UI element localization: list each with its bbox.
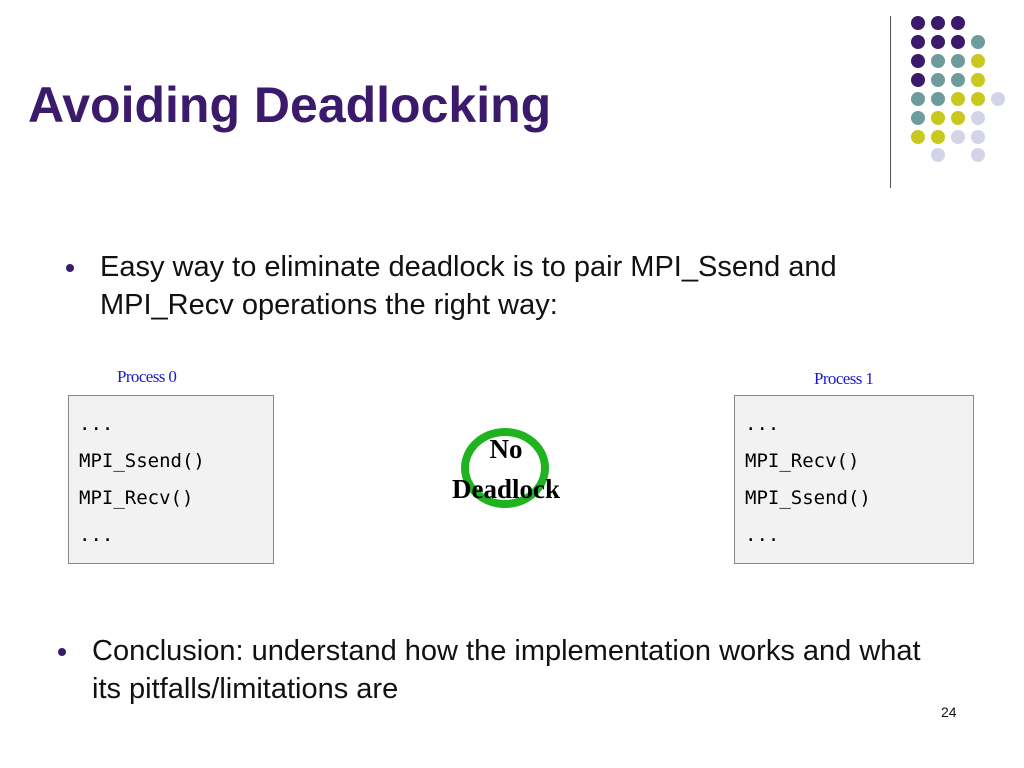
- decorative-dot: [991, 92, 1005, 106]
- decorative-dot: [951, 54, 965, 68]
- decorative-dot: [931, 130, 945, 144]
- bullet-text: Conclusion: understand how the implementation works and what its pitfalls/limitations are: [92, 635, 921, 705]
- decorative-dot: [951, 92, 965, 106]
- decorative-dot: [931, 92, 945, 106]
- bullet-text: Easy way to eliminate deadlock is to pair MPI_Ssend and MPI_Recv operations the right way:: [100, 251, 837, 321]
- decorative-dot: [971, 130, 985, 144]
- process-1-label: Process 1: [814, 369, 874, 388]
- decorative-dot: [951, 111, 965, 125]
- decorative-divider: [890, 16, 891, 188]
- decorative-dot: [971, 54, 985, 68]
- decorative-dot: [911, 35, 925, 49]
- process-0-code-box: [68, 395, 274, 564]
- code-line: ...: [79, 524, 114, 546]
- decorative-dot: [931, 73, 945, 87]
- decorative-dot: [911, 73, 925, 87]
- decorative-dot: [971, 35, 985, 49]
- no-deadlock-text-line2: Deadlock: [452, 474, 560, 504]
- bullet-item: [100, 248, 920, 324]
- no-deadlock-text-line1: No: [489, 434, 523, 464]
- bullet-item: [92, 632, 942, 708]
- decorative-dot: [951, 73, 965, 87]
- decorative-dot: [951, 35, 965, 49]
- decorative-dot: [911, 130, 925, 144]
- decorative-dot: [971, 92, 985, 106]
- process-1-code-box: [734, 395, 974, 564]
- slide-title: Avoiding Deadlocking: [28, 77, 552, 133]
- decorative-dot: [911, 54, 925, 68]
- decorative-dot: [951, 16, 965, 30]
- decorative-dot: [951, 130, 965, 144]
- code-line: ...: [745, 524, 780, 546]
- page-number: 24: [941, 704, 957, 720]
- decorative-dot: [931, 111, 945, 125]
- decorative-dot: [931, 54, 945, 68]
- decorative-dot: [971, 148, 985, 162]
- decorative-dot: [971, 73, 985, 87]
- decorative-dot: [931, 148, 945, 162]
- code-line: MPI_Recv(): [79, 487, 194, 509]
- decorative-dot: [971, 111, 985, 125]
- decorative-dot: [911, 16, 925, 30]
- decorative-dot: [931, 35, 945, 49]
- code-line: ...: [79, 413, 114, 435]
- code-line: MPI_Ssend(): [745, 487, 871, 509]
- decorative-dot: [911, 92, 925, 106]
- process-0-label: Process 0: [117, 367, 177, 386]
- decorative-dot: [931, 16, 945, 30]
- decorative-dot: [911, 111, 925, 125]
- code-line: MPI_Ssend(): [79, 450, 205, 472]
- bullet-icon: [66, 264, 74, 272]
- code-line: MPI_Recv(): [745, 450, 860, 472]
- code-line: ...: [745, 413, 780, 435]
- bullet-icon: [58, 648, 66, 656]
